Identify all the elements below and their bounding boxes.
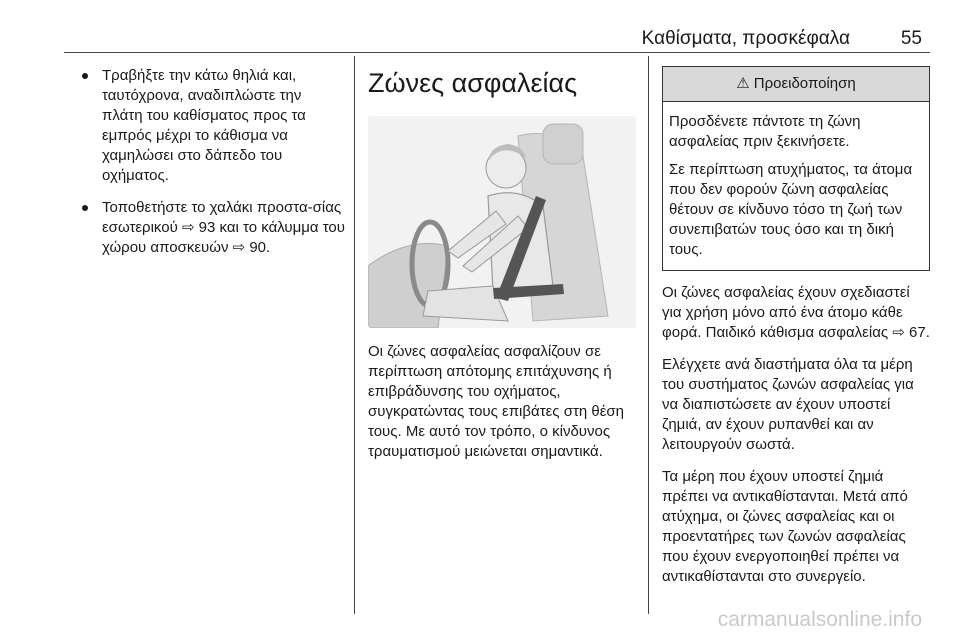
right-column bbox=[662, 66, 930, 587]
bullet-text: Τραβήξτε την κάτω θηλιά και, ταυτόχρονα, αναδιπλώστε την πλάτη του καθίσματος προς τα εμπρός μέχρι το κάθισμα να χαμηλώσει στο δάπεδο του οχήματος. bbox=[102, 67, 306, 184]
bullet-text: Τοποθετήστε το χαλάκι προστα-σίας εσωτερικού ⇨ 93 και το κάλυμμα του χώρου αποσκευών ⇨ 90. bbox=[102, 199, 345, 256]
warning-body bbox=[663, 102, 929, 270]
seat-belt-illustration bbox=[368, 116, 636, 328]
bullet-dot bbox=[82, 73, 88, 79]
warning-header bbox=[663, 67, 929, 102]
header-rule bbox=[64, 52, 930, 53]
warning-triangle-icon: ⚠ bbox=[736, 75, 750, 92]
watermark: carmanualsonline.info bbox=[717, 608, 922, 631]
column-divider-right bbox=[648, 56, 649, 614]
body-paragraph: Ελέγχετε ανά διαστήματα όλα τα μέρη του συστήματος ζωνών ασφαλείας για να διαπιστώσετε αν έχουν υποστεί ζημιά, αν έχουν ρυπανθεί και αν λειτουργούν σωστά. bbox=[662, 356, 914, 453]
middle-column bbox=[368, 66, 636, 462]
list-item bbox=[78, 198, 346, 258]
column-divider-left bbox=[354, 56, 355, 614]
warning-box bbox=[662, 66, 930, 271]
warning-paragraph: Σε περίπτωση ατυχήματος, τα άτομα που δεν φορούν ζώνη ασφαλείας θέτουν σε κίνδυνο τόσο τη ζωή των συνεπιβατών τους όσο και τη δική τους. bbox=[669, 161, 913, 258]
person-wearing-seat-belt-icon bbox=[368, 116, 636, 328]
header-title: Καθίσματα, προσκέφαλα bbox=[641, 28, 850, 49]
intro-paragraph: Οι ζώνες ασφαλείας ασφαλίζουν σε περίπτωση απότομης επιτάχυνσης ή επιβράδυνσης του οχήματος, συγκρατώντας τους επιβάτες στη θέση τους. Με αυτό τον τρόπο, ο κίνδυνος τραυματισμού μειώνεται σημαντικά. bbox=[368, 343, 625, 460]
page-number: 55 bbox=[900, 28, 922, 49]
left-column bbox=[78, 66, 346, 270]
bullet-dot bbox=[82, 205, 88, 211]
body-paragraph: Οι ζώνες ασφαλείας έχουν σχεδιαστεί για χρήση μόνο από ένα άτομο κάθε φορά. Παιδικό κάθισμα ασφαλείας ⇨ 67. bbox=[662, 284, 930, 341]
list-item bbox=[78, 66, 346, 186]
warning-paragraph: Προσδένετε πάντοτε τη ζώνη ασφαλείας πριν ξεκινήσετε. bbox=[669, 113, 861, 150]
page-header bbox=[0, 22, 960, 52]
section-title: Ζώνες ασφαλείας bbox=[368, 68, 578, 98]
body-paragraph: Τα μέρη που έχουν υποστεί ζημιά πρέπει να αντικαθίστανται. Μετά από ατύχημα, οι ζώνες ασφαλείας και οι προεντατήρες των ζωνών ασφαλείας που έχουν ενεργοποιηθεί πρέπει να αντικαθίστανται στο συνεργείο. bbox=[662, 468, 908, 585]
warning-title: Προειδοποίηση bbox=[753, 75, 856, 92]
